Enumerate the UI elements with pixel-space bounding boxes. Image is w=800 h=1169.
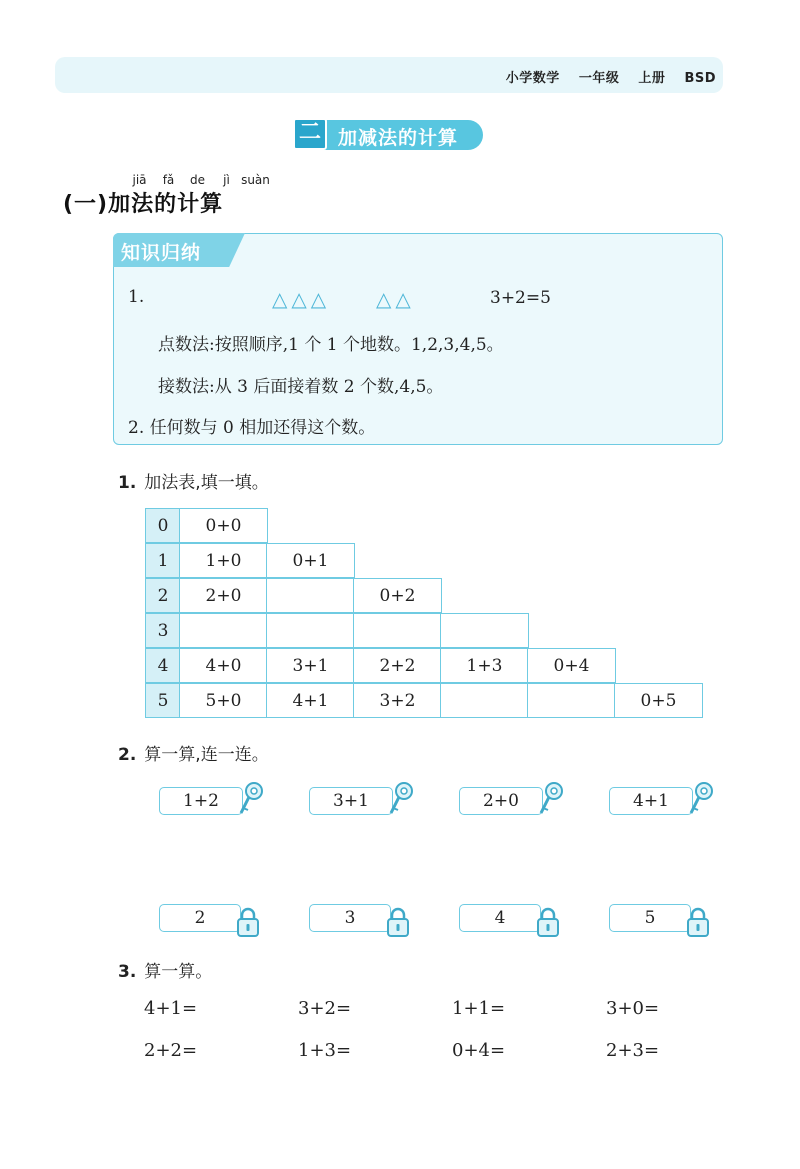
table-cell: 4+0 [179, 648, 268, 683]
q3-number: 3. [118, 962, 137, 982]
section-pinyin [125, 173, 270, 187]
key-card-2[interactable]: 3+1 [309, 787, 393, 815]
table-cell: 0+4 [527, 648, 616, 683]
lock-card-2[interactable]: 3 [309, 904, 391, 932]
row-header-1: 1 [145, 543, 181, 578]
blank-cell[interactable] [440, 683, 529, 718]
header-info [492, 67, 716, 86]
calc-item[interactable]: 4+1= [144, 998, 198, 1019]
section-title: (一)加法的计算 [63, 192, 224, 217]
key-icon [687, 781, 715, 817]
pinyin-fa: fǎ [162, 173, 175, 187]
header-subject: 小学数学 [505, 71, 560, 86]
row-header-4: 4 [145, 648, 181, 683]
table-cell: 1+0 [179, 543, 268, 578]
key-icon [387, 781, 415, 817]
lock-icon [684, 905, 712, 939]
table-cell: 2+2 [353, 648, 442, 683]
knowledge-item2: 2. 任何数与 0 相加还得这个数。 [128, 418, 376, 438]
pinyin-de: de [190, 173, 205, 187]
knowledge-item1-label: 1. [128, 287, 145, 307]
pinyin-ji: jì [223, 173, 230, 187]
point-counting-method: 点数法:按照顺序,1 个 1 个地数。1,2,3,4,5。 [158, 335, 504, 355]
continue-counting-method: 接数法:从 3 后面接着数 2 个数,4,5。 [158, 377, 444, 397]
table-cell: 5+0 [179, 683, 268, 718]
table-cell: 0+5 [614, 683, 703, 718]
table-cell: 0+2 [353, 578, 442, 613]
header-volume: 上册 [638, 71, 666, 86]
q3-text: 算一算。 [144, 962, 213, 982]
blank-cell[interactable] [266, 613, 355, 648]
lock-icon [234, 905, 262, 939]
key-card-4[interactable]: 4+1 [609, 787, 693, 815]
blank-cell[interactable] [353, 613, 442, 648]
triangle-group-two-icon: △△ [376, 287, 415, 311]
q1-text: 加法表,填一填。 [144, 473, 269, 493]
q2-number: 2. [118, 745, 137, 765]
pinyin-jia: jiā [132, 173, 147, 187]
lock-icon [534, 905, 562, 939]
row-header-3: 3 [145, 613, 181, 648]
row-header-0: 0 [145, 508, 181, 543]
lock-icon [384, 905, 412, 939]
lock-card-1[interactable]: 2 [159, 904, 241, 932]
chapter-number: 二 [293, 118, 327, 150]
calc-item[interactable]: 2+3= [606, 1040, 660, 1061]
knowledge-equation: 3+2=5 [490, 288, 551, 308]
calc-item[interactable]: 0+4= [452, 1040, 506, 1061]
q3-title [118, 957, 212, 982]
row-header-5: 5 [145, 683, 181, 718]
key-card-3[interactable]: 2+0 [459, 787, 543, 815]
q1-title [118, 468, 269, 493]
header-edition: BSD [684, 71, 716, 86]
key-icon [537, 781, 565, 817]
table-cell: 0+0 [179, 508, 268, 543]
table-cell: 4+1 [266, 683, 355, 718]
q2-text: 算一算,连一连。 [144, 745, 269, 765]
chapter-title: 加减法的计算 [338, 127, 459, 149]
table-cell: 1+3 [440, 648, 529, 683]
key-icon [237, 781, 265, 817]
table-cell: 3+1 [266, 648, 355, 683]
q1-number: 1. [118, 473, 137, 493]
table-cell: 3+2 [353, 683, 442, 718]
calc-item[interactable]: 1+3= [298, 1040, 352, 1061]
calc-item[interactable]: 1+1= [452, 998, 506, 1019]
lock-card-4[interactable]: 5 [609, 904, 691, 932]
triangle-group-three-icon: △△△ [272, 287, 331, 311]
blank-cell[interactable] [440, 613, 529, 648]
knowledge-tab-label: 知识归纳 [121, 242, 202, 264]
blank-cell[interactable] [527, 683, 616, 718]
table-cell: 0+1 [266, 543, 355, 578]
q2-title [118, 740, 269, 765]
lock-card-3[interactable]: 4 [459, 904, 541, 932]
blank-cell[interactable] [179, 613, 268, 648]
table-cell: 2+0 [179, 578, 268, 613]
calc-item[interactable]: 3+2= [298, 998, 352, 1019]
row-header-2: 2 [145, 578, 181, 613]
pinyin-suan: suàn [241, 173, 270, 187]
calc-item[interactable]: 2+2= [144, 1040, 198, 1061]
key-card-1[interactable]: 1+2 [159, 787, 243, 815]
calc-item[interactable]: 3+0= [606, 998, 660, 1019]
header-grade: 一年级 [578, 71, 620, 86]
blank-cell[interactable] [266, 578, 355, 613]
